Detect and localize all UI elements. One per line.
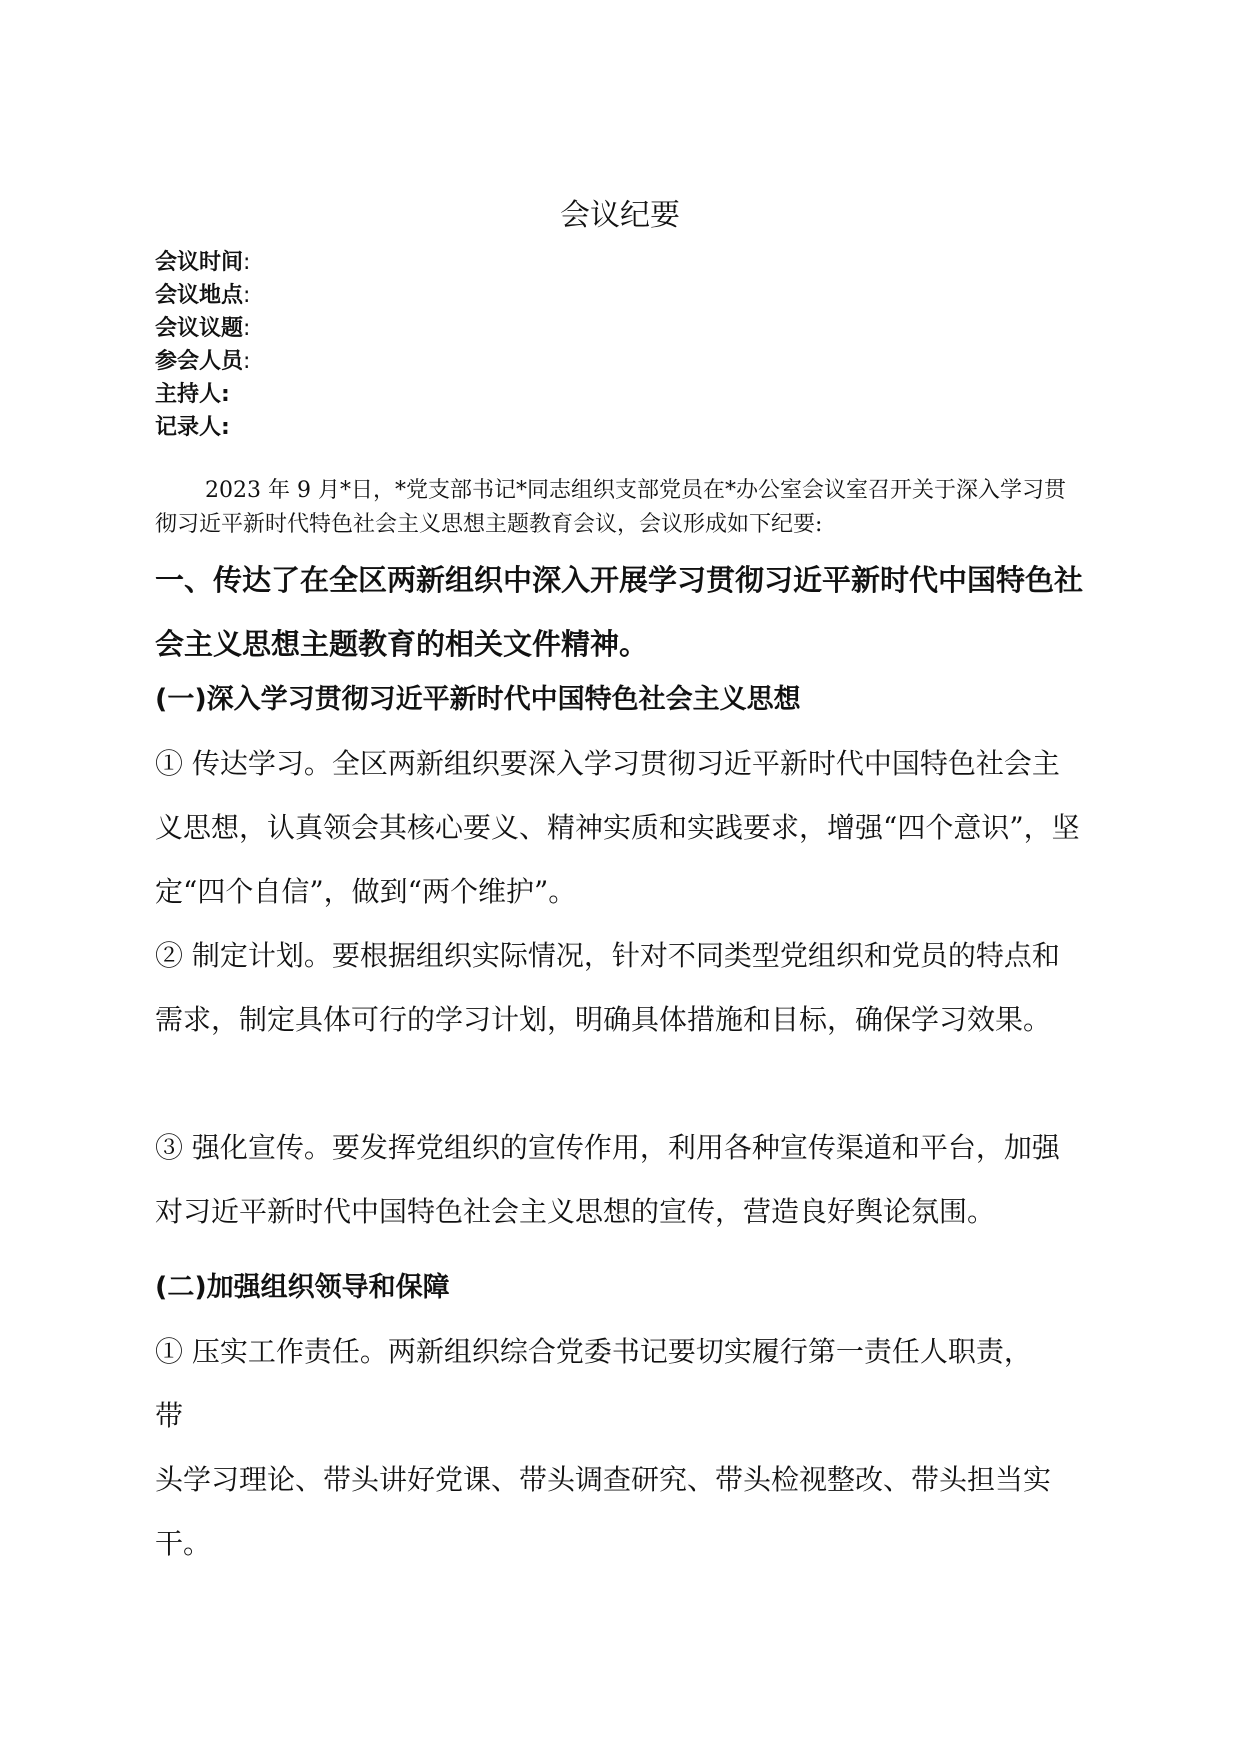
subsection-2-heading-text: (二)加强组织领导和保障 — [155, 1272, 450, 1303]
meeting-location-field — [155, 279, 555, 312]
section-1-heading-text: 一、传达了在全区两新组织中深入开展学习贯彻习近平新时代中国特色社会主义思想主题教育的相关文件精神。 — [155, 563, 1084, 661]
meeting-info — [155, 246, 555, 444]
meeting-topic-separator: : — [243, 316, 251, 341]
host-field — [155, 378, 555, 411]
meeting-time-separator: : — [243, 250, 251, 275]
subsection-1-item-1-text: ① 传达学习。全区两新组织要深入学习贯彻习近平新时代中国特色社会主义思想，认真领会其核心要义、精神实质和实践要求，增强“四个意识”，坚定“四个自信”，做到“两个维护”。 — [155, 747, 1080, 908]
attendees-label: 参会人员 — [155, 349, 244, 374]
recorder-label: 记录人 — [155, 415, 222, 440]
meeting-topic-label: 会议议题 — [155, 316, 244, 341]
meeting-location-separator: : — [243, 283, 251, 308]
document-title: 会议纪要 — [560, 198, 680, 233]
subsection-1-heading — [155, 680, 1085, 720]
subsection-1-item-2 — [155, 924, 1085, 1052]
host-label: 主持人 — [155, 382, 222, 407]
subsection-1-item-3-text: ③ 强化宣传。要发挥党组织的宣传作用，利用各种宣传渠道和平台，加强对习近平新时代中国特色社会主义思想的宣传，营造良好舆论氛围。 — [155, 1131, 1060, 1228]
meeting-time-label: 会议时间 — [155, 250, 244, 275]
subsection-2-item-1 — [155, 1320, 1085, 1576]
subsection-2-item-1-line-3: 头学习理论、带头讲好党课、带头调查研究、带头检视整改、带头担当实干。 — [155, 1463, 1052, 1560]
meeting-topic-field — [155, 312, 555, 345]
subsection-1-item-1 — [155, 732, 1085, 924]
attendees-separator: : — [243, 349, 251, 374]
recorder-separator: : — [221, 415, 230, 440]
section-1-heading — [155, 548, 1085, 676]
attendees-field — [155, 345, 555, 378]
subsection-1-item-2-text: ② 制定计划。要根据组织实际情况，针对不同类型党组织和党员的特点和需求，制定具体可行的学习计划，明确具体措施和目标，确保学习效果。 — [155, 939, 1060, 1036]
meeting-time-field — [155, 246, 555, 279]
subsection-1-heading-text: (一)深入学习贯彻习近平新时代中国特色社会主义思想 — [155, 684, 801, 715]
recorder-field — [155, 411, 555, 444]
subsection-2-item-1-line-2: 带 — [155, 1399, 184, 1432]
subsection-1-item-3 — [155, 1116, 1085, 1244]
intro-paragraph: 2023 年 9 月*日，*党支部书记*同志组织支部党员在*办公室会议室召开关于深入学习贯彻习近平新时代特色社会主义思想主题教育会议，会议形成如下纪要: — [155, 478, 1066, 537]
host-separator: : — [221, 382, 230, 407]
meeting-location-label: 会议地点 — [155, 283, 244, 308]
subsection-2-item-1-line-1: ① 压实工作责任。两新组织综合党委书记要切实履行第一责任人职责， — [155, 1335, 1032, 1368]
subsection-2-heading — [155, 1268, 1085, 1308]
